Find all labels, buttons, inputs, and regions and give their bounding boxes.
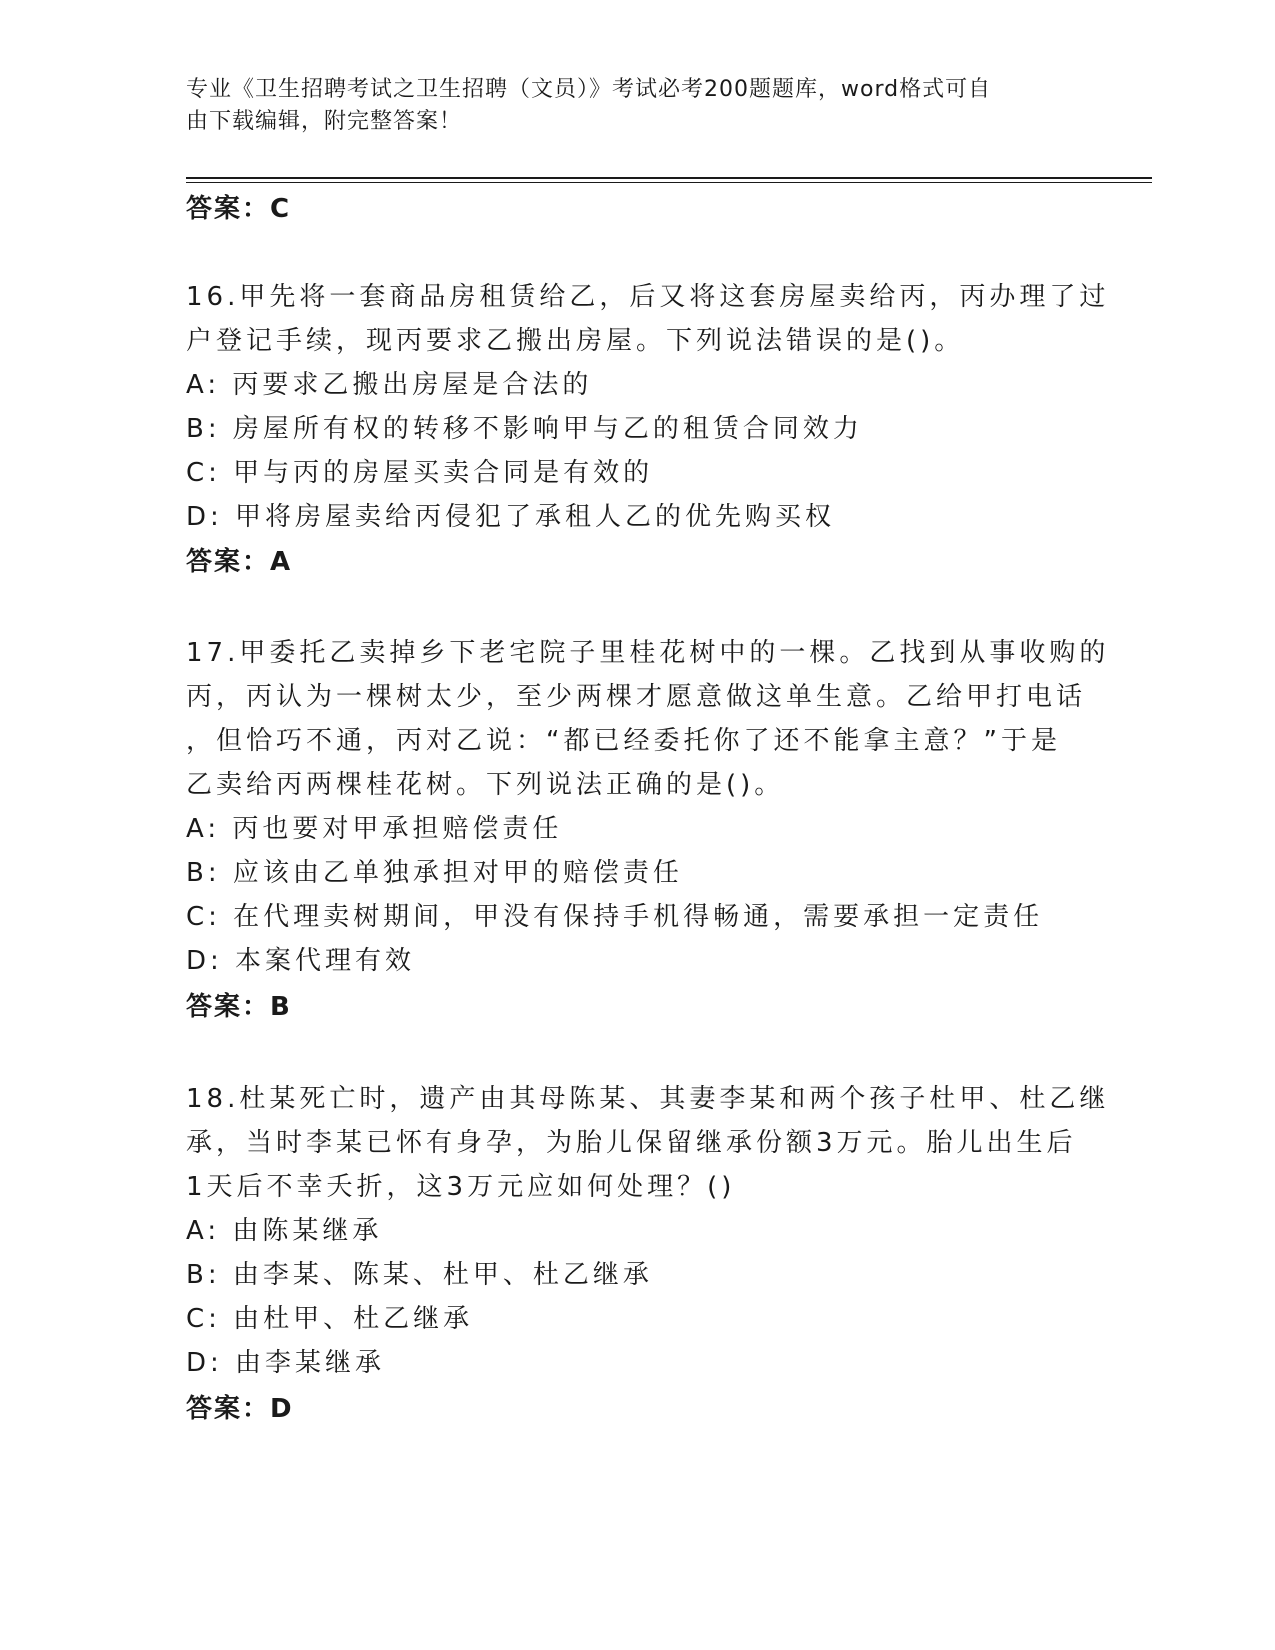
header-divider-thick (186, 177, 1152, 179)
header-line-2: 由下载编辑，附完整答案！ (186, 109, 463, 134)
question-text-line: 1天后不幸夭折，这3万元应如何处理？() (186, 1172, 736, 1202)
document-header (186, 74, 1066, 138)
question-text-line: 17.甲委托乙卖掉乡下老宅院子里桂花树中的一棵。乙找到从事收购的 (186, 638, 1110, 668)
option-d: D: 甲将房屋卖给丙侵犯了承租人乙的优先购买权 (186, 502, 836, 532)
option-d: D: 由李某继承 (186, 1348, 386, 1378)
question-text-line: 乙卖给丙两棵桂花树。下列说法正确的是()。 (186, 770, 785, 800)
answer-label: 答案：D (186, 1394, 294, 1424)
header-line-1: 专业《卫生招聘考试之卫生招聘（文员）》考试必考200题题库，word格式可自 (186, 77, 992, 102)
option-b: B: 房屋所有权的转移不影响甲与乙的租赁合同效力 (186, 414, 863, 444)
option-b: B: 由李某、陈某、杜甲、杜乙继承 (186, 1260, 653, 1290)
option-b: B: 应该由乙单独承担对甲的赔偿责任 (186, 858, 683, 888)
answer-label: 答案：B (186, 992, 292, 1022)
option-d: D: 本案代理有效 (186, 946, 416, 976)
question-text-line: 承，当时李某已怀有身孕，为胎儿保留继承份额3万元。胎儿出生后 (186, 1128, 1077, 1158)
question-text-line: 户登记手续，现丙要求乙搬出房屋。下列说法错误的是()。 (186, 326, 965, 356)
header-divider-thin (186, 182, 1152, 183)
option-c: C: 由杜甲、杜乙继承 (186, 1304, 474, 1334)
option-a: A: 丙也要对甲承担赔偿责任 (186, 814, 563, 844)
answer-label: 答案：A (186, 547, 293, 577)
question-text-line: 16.甲先将一套商品房租赁给乙，后又将这套房屋卖给丙，丙办理了过 (186, 282, 1110, 312)
question-text-line: 丙，丙认为一棵树太少，至少两棵才愿意做这单生意。乙给甲打电话 (186, 682, 1087, 712)
option-a: A: 丙要求乙搬出房屋是合法的 (186, 370, 593, 400)
option-a: A: 由陈某继承 (186, 1216, 383, 1246)
question-text-line: 18.杜某死亡时，遗产由其母陈某、其妻李某和两个孩子杜甲、杜乙继 (186, 1084, 1110, 1114)
previous-answer: 答案：C (186, 194, 292, 224)
question-text-line: ，但恰巧不通，丙对乙说：“都已经委托你了还不能拿主意？”于是 (186, 726, 1061, 756)
option-c: C: 甲与丙的房屋买卖合同是有效的 (186, 458, 654, 488)
option-c: C: 在代理卖树期间，甲没有保持手机得畅通，需要承担一定责任 (186, 902, 1044, 932)
